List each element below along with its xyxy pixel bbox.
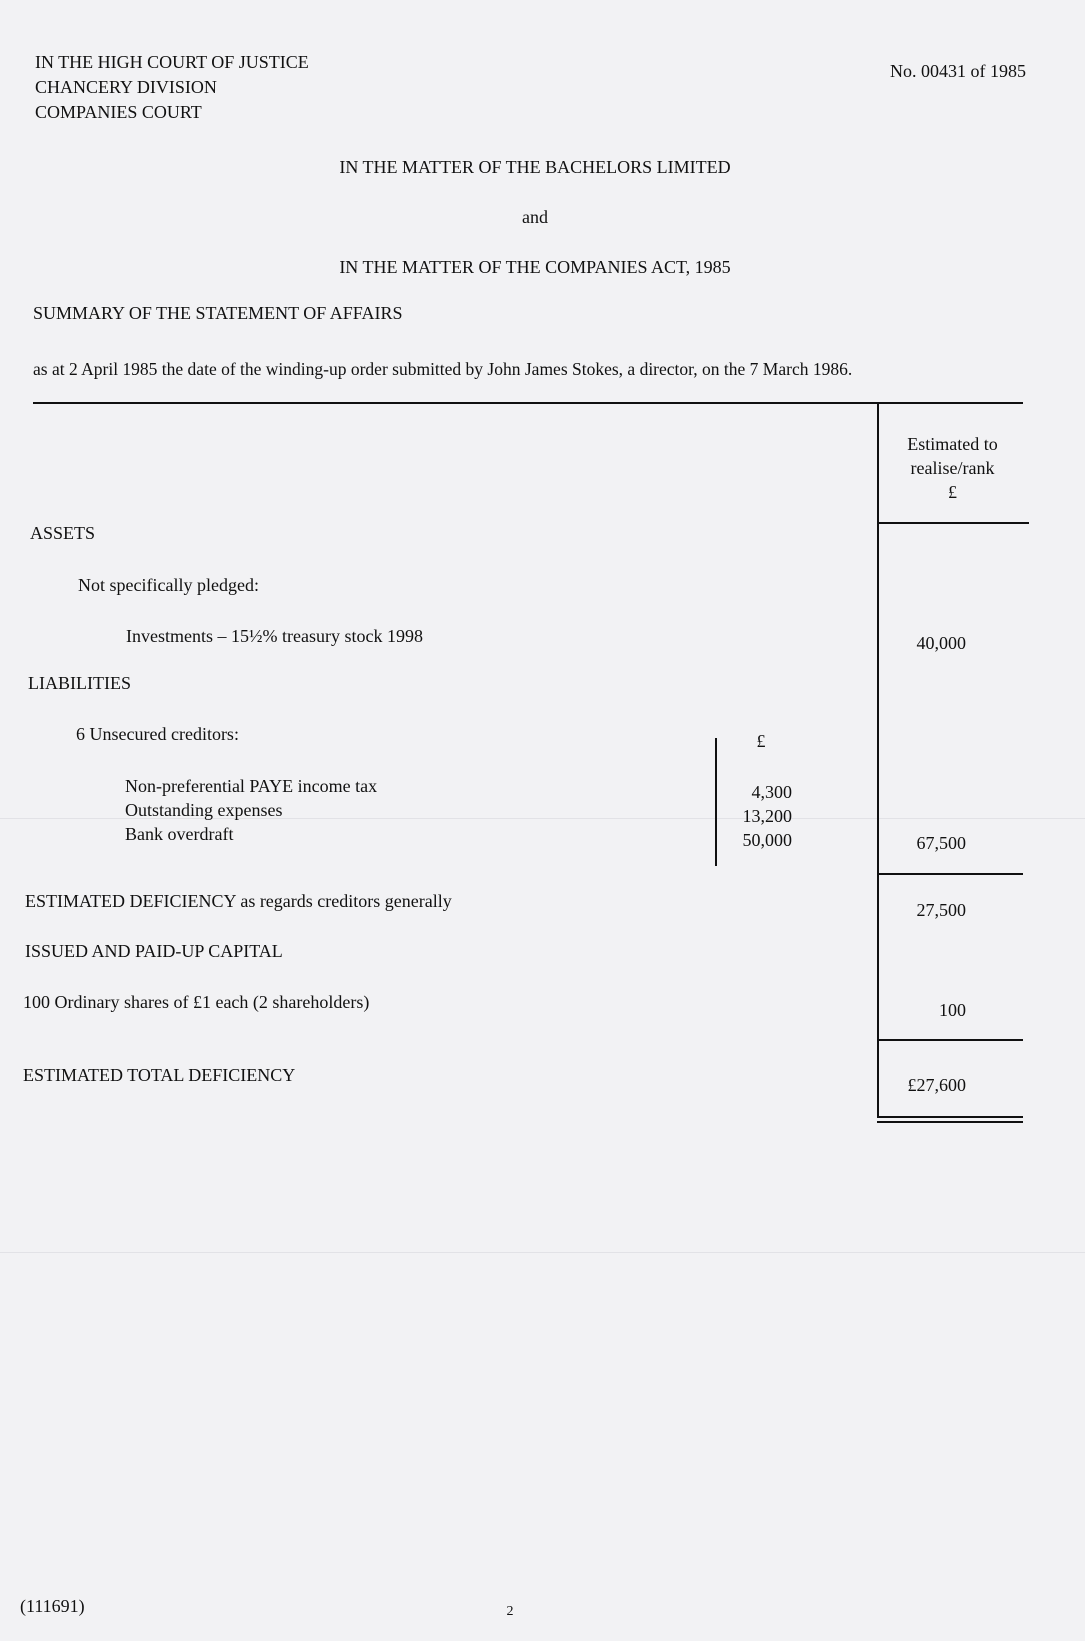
liability-amount-paye: 4,300 bbox=[751, 782, 792, 802]
summary-title: SUMMARY OF THE STATEMENT OF AFFAIRS bbox=[33, 303, 403, 323]
case-number: No. 00431 of 1985 bbox=[890, 61, 1026, 81]
table-top-rule bbox=[33, 402, 1023, 404]
column-header-currency: £ bbox=[948, 482, 957, 502]
deficiency-label: ESTIMATED DEFICIENCY as regards creditors generally bbox=[25, 891, 452, 911]
liability-amount-overdraft: 50,000 bbox=[742, 830, 792, 850]
total-double-rule-upper bbox=[877, 1116, 1023, 1118]
liabilities-total: 67,500 bbox=[916, 833, 966, 853]
total-deficiency-value: £27,600 bbox=[907, 1075, 966, 1095]
capital-heading: ISSUED AND PAID-UP CAPITAL bbox=[25, 941, 283, 961]
column-header-line2: realise/rank bbox=[910, 458, 995, 478]
liability-label-paye: Non-preferential PAYE income tax bbox=[125, 776, 378, 796]
assets-heading: ASSETS bbox=[30, 523, 96, 543]
liabilities-amount-rule bbox=[715, 738, 717, 866]
document-reference: (111691) bbox=[20, 1596, 85, 1616]
column-header-line1: Estimated to bbox=[907, 434, 998, 454]
assets-subheading: Not specifically pledged: bbox=[78, 575, 259, 595]
capital-shares-label: 100 Ordinary shares of £1 each (2 shareholders) bbox=[23, 992, 370, 1012]
matter-conjunction: and bbox=[522, 207, 548, 227]
deficiency-value: 27,500 bbox=[916, 900, 966, 920]
matter-act: IN THE MATTER OF THE COMPANIES ACT, 1985 bbox=[339, 257, 731, 277]
liability-label-expenses: Outstanding expenses bbox=[125, 800, 283, 820]
court-division: CHANCERY DIVISION bbox=[35, 77, 217, 97]
column-header-rule bbox=[877, 522, 1029, 524]
liabilities-amount-currency: £ bbox=[756, 731, 766, 751]
capital-shares-value: 100 bbox=[939, 1000, 966, 1020]
asset-estimated-value: 40,000 bbox=[916, 633, 966, 653]
page-number: 2 bbox=[506, 1604, 514, 1619]
total-deficiency-label: ESTIMATED TOTAL DEFICIENCY bbox=[23, 1065, 296, 1085]
paper-fold-line bbox=[0, 1252, 1085, 1253]
asset-label: Investments – 15½% treasury stock 1998 bbox=[126, 626, 423, 646]
matter-company: IN THE MATTER OF THE BACHELORS LIMITED bbox=[339, 157, 731, 177]
court-name: IN THE HIGH COURT OF JUSTICE bbox=[35, 52, 309, 72]
court-section: COMPANIES COURT bbox=[35, 102, 202, 122]
estimate-column-rule bbox=[877, 404, 879, 1117]
liabilities-heading: LIABILITIES bbox=[28, 673, 131, 693]
liability-label-overdraft: Bank overdraft bbox=[125, 824, 234, 844]
summary-subtitle: as at 2 April 1985 the date of the winding-up order submitted by John James Stokes, a director, on the 7 March 1986. bbox=[33, 359, 853, 379]
total-double-rule-lower bbox=[877, 1121, 1023, 1123]
liabilities-subheading: 6 Unsecured creditors: bbox=[76, 724, 239, 744]
liability-amount-expenses: 13,200 bbox=[742, 806, 792, 826]
liabilities-total-rule bbox=[877, 873, 1023, 875]
capital-rule bbox=[877, 1039, 1023, 1041]
